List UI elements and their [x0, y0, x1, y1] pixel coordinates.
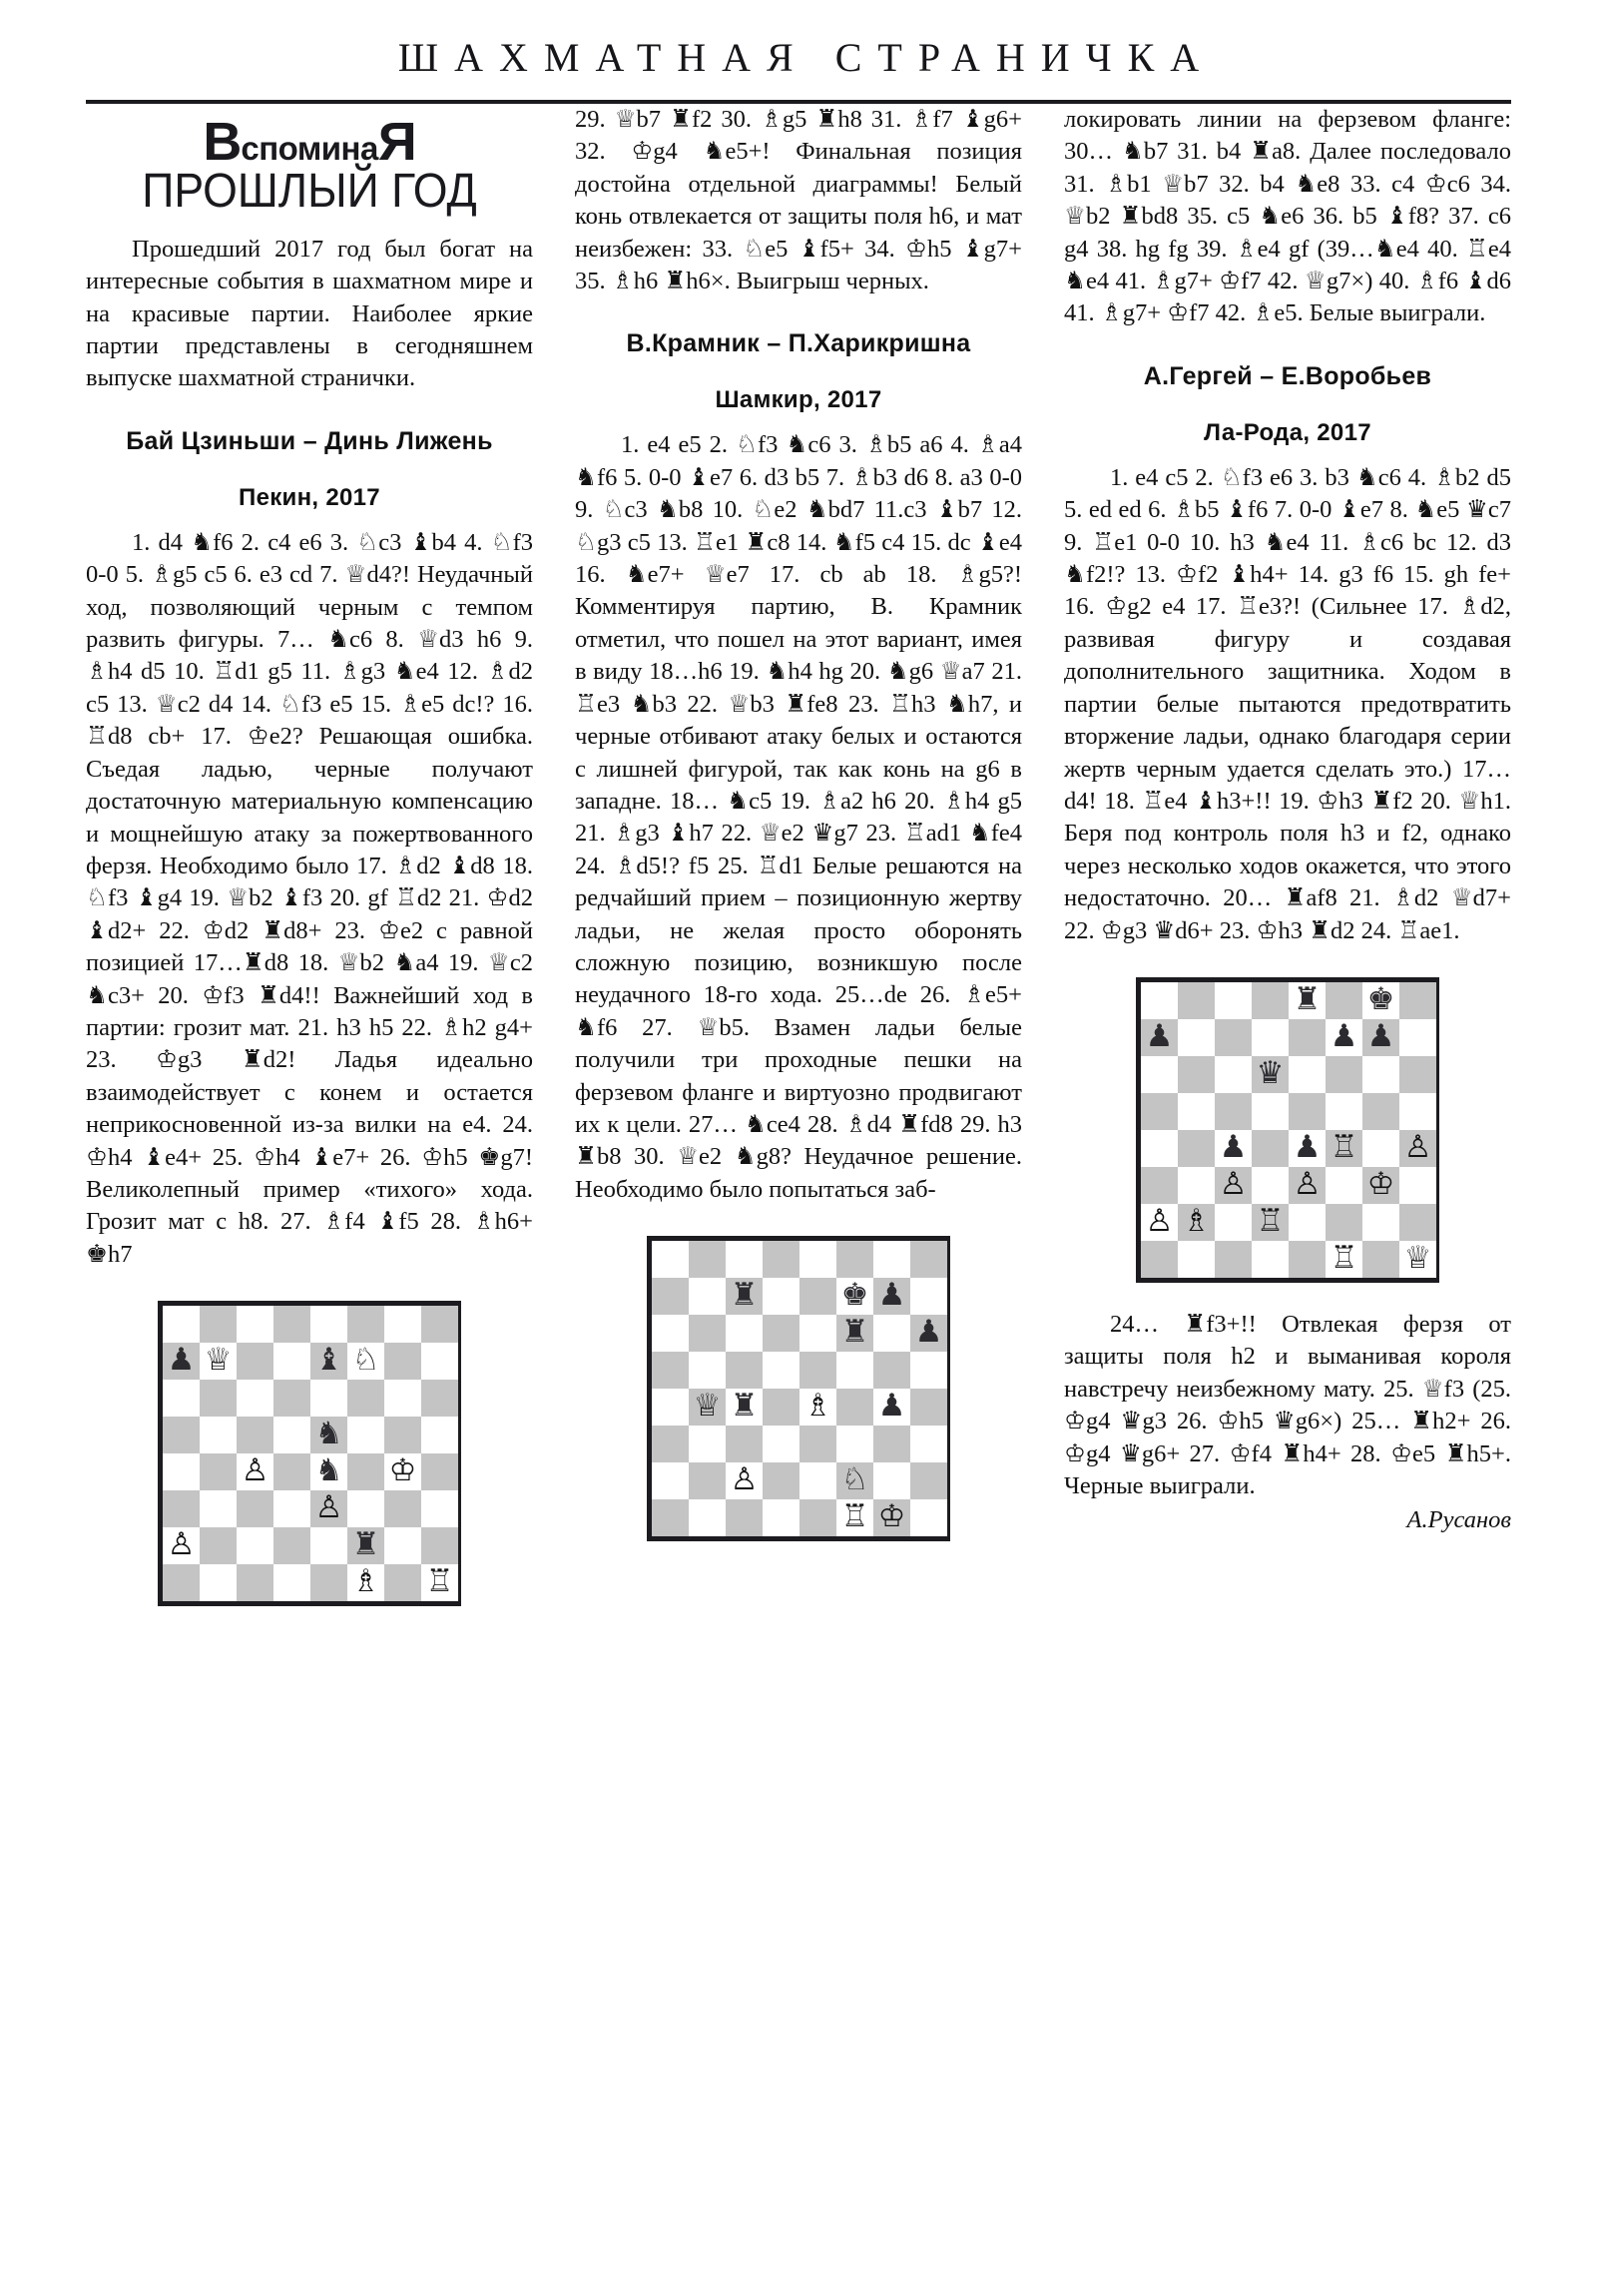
square-c8 — [726, 1241, 763, 1278]
square-b6 — [689, 1315, 726, 1352]
square-f1 — [1326, 1241, 1362, 1278]
square-h7 — [1399, 1019, 1436, 1056]
black-rook-icon: ♜ — [351, 1526, 380, 1563]
square-f4 — [836, 1389, 873, 1426]
square-f6 — [1326, 1056, 1362, 1093]
square-d1 — [273, 1564, 310, 1601]
square-a2 — [1141, 1204, 1178, 1241]
black-bishop-icon: ♝ — [314, 1342, 343, 1379]
square-g2 — [384, 1527, 421, 1564]
square-e2 — [1289, 1204, 1326, 1241]
white-pawn-icon: ♙ — [314, 1489, 343, 1526]
game-3-conclusion: 24… ♜f3+!! Отвлекая ферзя от защиты поля h2 и выманивая короля навстречу неизбежному мату. 25. ♕f3 (25. ♔g4 ♛g3 26. ♔h5 ♛g6×) 25… ♜h2+ 26. ♔g4 ♛g6+ 27. ♔f4 ♜h4+ 28. ♔e5 ♜h5+. Черные выиграли. — [1064, 1310, 1511, 1499]
square-d7 — [1252, 1019, 1289, 1056]
square-h5 — [910, 1352, 947, 1389]
game-2-event: Шамкир, 2017 — [715, 386, 882, 414]
square-g4 — [384, 1453, 421, 1490]
square-a8 — [1141, 982, 1178, 1019]
square-e8 — [310, 1306, 347, 1343]
square-g4 — [1362, 1130, 1399, 1167]
square-e1 — [1289, 1241, 1326, 1278]
square-b1 — [689, 1499, 726, 1536]
square-c2 — [1215, 1204, 1252, 1241]
square-h7 — [910, 1278, 947, 1315]
white-rook-icon: ♖ — [1256, 1202, 1285, 1239]
white-bishop-icon: ♗ — [1182, 1202, 1211, 1239]
game-3-moves: 1. e4 c5 2. ♘f3 e6 3. b3 ♞c6 4. ♗b2 d5 5. ed ed 6. ♗b5 ♝f6 7. 0-0 ♝e7 8. ♞e5 ♛c7 9. ♖e1 0-0 10. h3 ♞e4 11. ♗c6 bc 12. d3 ♞f2!? 13. ♔f2 ♝h4+ 14. g3 f6 15. gh fe+ 16. ♔g2 e4 17. ♖e3?! (Сильнее 17. ♗d2, развивая фигуру и создавая дополнительного защитника. Ходом в партии белые пытаются предотвратить вторжение ладьи, однако благодаря серии жертв черным удается сделать это.) 17… d4! 18. ♖e4 ♝h3+!! 19. ♔h3 ♜f2 20. ♕h1. Беря под контроль поля h3 и f2, однако через несколько ходов окажется, что этого недостаточно. 20… ♜af8 21. ♗d2 ♕d7+ 22. ♔g3 ♛d6+ 23. ♔h3 ♜d2 24. ♖ae1. — [1064, 463, 1511, 944]
square-a2 — [163, 1527, 200, 1564]
game-3-event: Ла-Рода, 2017 — [1204, 418, 1371, 446]
square-g2 — [873, 1462, 910, 1499]
square-b4 — [1178, 1130, 1215, 1167]
square-b5 — [200, 1417, 237, 1453]
square-g5 — [873, 1352, 910, 1389]
square-c4 — [237, 1453, 273, 1490]
black-knight-icon: ♞ — [314, 1416, 343, 1452]
square-d4 — [763, 1389, 799, 1426]
square-b8 — [200, 1306, 237, 1343]
square-e2 — [799, 1462, 836, 1499]
white-king-icon: ♔ — [877, 1498, 906, 1535]
square-c1 — [726, 1499, 763, 1536]
square-h2 — [1399, 1204, 1436, 1241]
black-pawn-icon: ♟ — [877, 1388, 906, 1425]
black-pawn-icon: ♟ — [1219, 1128, 1248, 1165]
square-f6 — [347, 1380, 384, 1417]
square-e6 — [799, 1315, 836, 1352]
square-g5 — [384, 1417, 421, 1453]
square-f2 — [836, 1462, 873, 1499]
square-b4 — [200, 1453, 237, 1490]
square-g3 — [384, 1490, 421, 1527]
square-a1 — [652, 1499, 689, 1536]
square-b8 — [689, 1241, 726, 1278]
square-d5 — [273, 1417, 310, 1453]
square-h6 — [910, 1315, 947, 1352]
black-pawn-icon: ♟ — [1366, 1017, 1395, 1054]
square-e8 — [1289, 982, 1326, 1019]
square-d3 — [1252, 1167, 1289, 1204]
square-b1 — [200, 1564, 237, 1601]
black-pawn-icon: ♟ — [1145, 1017, 1174, 1054]
square-c7 — [237, 1343, 273, 1380]
white-bishop-icon: ♗ — [803, 1388, 832, 1425]
square-c1 — [237, 1564, 273, 1601]
square-b7 — [689, 1278, 726, 1315]
square-h5 — [1399, 1093, 1436, 1130]
square-f2 — [1326, 1204, 1362, 1241]
square-e3 — [310, 1490, 347, 1527]
square-e3 — [1289, 1167, 1326, 1204]
black-pawn-icon: ♟ — [167, 1342, 196, 1379]
black-rook-icon: ♜ — [1293, 980, 1322, 1017]
white-knight-icon: ♘ — [840, 1461, 869, 1498]
white-pawn-icon: ♙ — [167, 1526, 196, 1563]
square-b7 — [200, 1343, 237, 1380]
square-d5 — [763, 1352, 799, 1389]
square-f7 — [836, 1278, 873, 1315]
square-h1 — [910, 1499, 947, 1536]
square-e7 — [310, 1343, 347, 1380]
square-f3 — [347, 1490, 384, 1527]
square-c7 — [726, 1278, 763, 1315]
white-queen-icon: ♕ — [204, 1342, 233, 1379]
black-king-icon: ♚ — [1366, 980, 1395, 1017]
square-h1 — [1399, 1241, 1436, 1278]
square-c8 — [1215, 982, 1252, 1019]
square-a2 — [652, 1462, 689, 1499]
square-g7 — [1362, 1019, 1399, 1056]
square-e4 — [310, 1453, 347, 1490]
intro-paragraph: Прошедший 2017 год был богат на интересные события в шахматном мире и на красивые партии. Наиболее яркие партии представлены в сегодняшнем выпуске шахматной странички. — [86, 235, 533, 392]
square-g5 — [1362, 1093, 1399, 1130]
white-king-icon: ♔ — [1366, 1165, 1395, 1202]
square-g6 — [873, 1315, 910, 1352]
square-g3 — [873, 1426, 910, 1462]
square-g2 — [1362, 1204, 1399, 1241]
square-e1 — [310, 1564, 347, 1601]
square-e7 — [1289, 1019, 1326, 1056]
black-rook-icon: ♜ — [730, 1277, 759, 1314]
diagram-3 — [1136, 977, 1439, 1283]
square-a3 — [1141, 1167, 1178, 1204]
square-f4 — [347, 1453, 384, 1490]
square-d2 — [1252, 1204, 1289, 1241]
square-g3 — [1362, 1167, 1399, 1204]
column-1 — [86, 104, 533, 1606]
square-c6 — [726, 1315, 763, 1352]
game-2-players: В.Крамник – П.Харикришна — [626, 329, 971, 358]
square-e2 — [310, 1527, 347, 1564]
square-g7 — [873, 1278, 910, 1315]
column-2 — [575, 104, 1022, 1606]
logo-line-2: ПРОШЛЫЙ ГОД — [142, 164, 477, 218]
logo-big-right: Я — [377, 112, 416, 172]
square-a6 — [163, 1380, 200, 1417]
square-a7 — [652, 1278, 689, 1315]
black-rook-icon: ♜ — [730, 1388, 759, 1425]
square-a3 — [652, 1426, 689, 1462]
column-3 — [1064, 104, 1511, 1606]
square-d1 — [1252, 1241, 1289, 1278]
square-a8 — [652, 1241, 689, 1278]
square-f8 — [1326, 982, 1362, 1019]
square-a8 — [163, 1306, 200, 1343]
game-1-moves: 1. d4 ♞f6 2. c4 e6 3. ♘c3 ♝b4 4. ♘f3 0-0 5. ♗g5 c5 6. e3 cd 7. ♕d4?! Неудачный ход, позволяющий черным с темпом развить фигуры. 7… ♞c6 8. ♕d3 h6 9. ♗h4 d5 10. ♖d1 g5 11. ♗g3 ♞e4 12. ♗d2 c5 13. ♕c2 d4 14. ♘f3 e5 15. ♗e5 dc!? 16. ♖d8 cb+ 17. ♔e2? Решающая ошибка. Съедая ладью, черные получают достаточную материальную компенсацию и мощнейшую атаку за пожертвованного ферзя. Необходимо было 17. ♗d2 ♝d8 18. ♘f3 ♝g4 19. ♕b2 ♝f3 20. gf ♖d2 21. ♔d2 ♝d2+ 22. ♔d2 ♜d8+ 23. ♔e2 с равной позицией 17…♜d8 18. ♕b2 ♞a4 19. ♕c2 ♞c3+ 20. ♔f3 ♜d4!! Важнейший ход в партии: грозит мат. 21. h3 h5 22. ♗h2 g4+ 23. ♔g3 ♜d2! Ладья идеально взаимодействует с конем и остается неприкосновенной из-за вилки на e4. 24. ♔h4 ♝e4+ 25. ♔h4 ♝e7+ 26. ♔h5 ♚g7! Великолепный пример «тихого» хода. Грозит мат с h8. 27. ♗f4 ♝f5 28. ♗h6+ ♚h7 — [86, 528, 533, 1268]
square-e3 — [799, 1426, 836, 1462]
square-c3 — [726, 1426, 763, 1462]
square-f1 — [347, 1564, 384, 1601]
square-c2 — [237, 1527, 273, 1564]
square-h3 — [910, 1426, 947, 1462]
square-e1 — [799, 1499, 836, 1536]
square-b5 — [1178, 1093, 1215, 1130]
square-b3 — [200, 1490, 237, 1527]
square-d1 — [763, 1499, 799, 1536]
white-rook-icon: ♖ — [840, 1498, 869, 1535]
square-d6 — [273, 1380, 310, 1417]
square-h6 — [1399, 1056, 1436, 1093]
square-h7 — [421, 1343, 458, 1380]
square-e5 — [1289, 1093, 1326, 1130]
article-logo — [86, 112, 533, 218]
square-e7 — [799, 1278, 836, 1315]
square-f5 — [1326, 1093, 1362, 1130]
square-c5 — [726, 1352, 763, 1389]
square-d7 — [273, 1343, 310, 1380]
white-pawn-icon: ♙ — [730, 1461, 759, 1498]
square-d4 — [273, 1453, 310, 1490]
square-c2 — [726, 1462, 763, 1499]
square-b8 — [1178, 982, 1215, 1019]
game-3-players: А.Гергей – Е.Воробьев — [1143, 361, 1432, 390]
square-f8 — [347, 1306, 384, 1343]
square-f1 — [836, 1499, 873, 1536]
game-2-moves: 1. e4 e5 2. ♘f3 ♞c6 3. ♗b5 a6 4. ♗a4 ♞f6 5. 0-0 ♝e7 6. d3 b5 7. ♗b3 d6 8. a3 0-0 9. ♘c3 ♞b8 10. ♘e2 ♞bd7 11.c3 ♝b7 12. ♘g3 c5 13. ♖e1 ♜c8 14. ♞f5 c4 15. dc ♝e4 16. ♞e7+ ♕e7 17. cb ab 18. ♗g5?! Комментируя партию, В. Крамник отметил, что пошел на этот вариант, имея в виду 18…h6 19. ♞h4 hg 20. ♞g6 ♕a7 21. ♖e3 ♞b3 22. ♕b3 ♜fe8 23. ♖h3 ♞h7, и черные отбивают атаку белых и остаются с лишней фигурой, так как конь на g6 в западне. 18… ♞c5 19. ♗a2 h6 20. ♗h4 g5 21. ♗g3 ♝h7 22. ♕e2 ♛g7 23. ♖ad1 ♞fe4 24. ♗d5!? f5 25. ♖d1 Белые решаются на редчайший прием – позиционную жертву ладьи, не желая просто оборонять сложную позицию, возникшую после неудачного 18-го хода. 25…de 26. ♗e5+ ♞f6 27. ♕b5. Взамен ладьи белые получили три проходные пешки на ферзевом фланге и виртуозно продвигают их к цели. 27… ♞ce4 28. ♗d4 ♜fd8 29. h3 ♜b8 30. ♕e2 ♞g8? Неудачное решение. Необходимо было попытаться заб- — [575, 431, 1022, 1203]
square-h6 — [421, 1380, 458, 1417]
square-a6 — [1141, 1056, 1178, 1093]
square-a5 — [652, 1352, 689, 1389]
page-masthead: ШАХМАТНАЯ СТРАНИЧКА — [397, 35, 1216, 80]
square-h3 — [1399, 1167, 1436, 1204]
white-pawn-icon: ♙ — [241, 1452, 269, 1489]
square-f3 — [1326, 1167, 1362, 1204]
diagram-2-board — [651, 1240, 946, 1537]
square-d8 — [273, 1306, 310, 1343]
game-1-players: Бай Цзиньши – Динь Лижень — [126, 426, 493, 455]
square-h8 — [910, 1241, 947, 1278]
square-g7 — [384, 1343, 421, 1380]
square-g8 — [384, 1306, 421, 1343]
square-h8 — [421, 1306, 458, 1343]
square-a4 — [163, 1453, 200, 1490]
white-king-icon: ♔ — [388, 1452, 417, 1489]
square-b2 — [200, 1527, 237, 1564]
square-f7 — [347, 1343, 384, 1380]
logo-big-left: В — [203, 112, 242, 172]
square-c6 — [1215, 1056, 1252, 1093]
square-b1 — [1178, 1241, 1215, 1278]
white-pawn-icon: ♙ — [1219, 1165, 1248, 1202]
square-b6 — [200, 1380, 237, 1417]
square-a4 — [652, 1389, 689, 1426]
square-f6 — [836, 1315, 873, 1352]
square-h2 — [910, 1462, 947, 1499]
black-queen-icon: ♛ — [1256, 1054, 1285, 1091]
black-pawn-icon: ♟ — [1293, 1128, 1322, 1165]
square-f7 — [1326, 1019, 1362, 1056]
square-c4 — [726, 1389, 763, 1426]
white-pawn-icon: ♙ — [1293, 1165, 1322, 1202]
white-bishop-icon: ♗ — [351, 1563, 380, 1600]
white-rook-icon: ♖ — [1330, 1239, 1358, 1276]
square-b6 — [1178, 1056, 1215, 1093]
square-h2 — [421, 1527, 458, 1564]
square-g6 — [384, 1380, 421, 1417]
square-d6 — [1252, 1056, 1289, 1093]
square-b3 — [1178, 1167, 1215, 1204]
square-b4 — [689, 1389, 726, 1426]
square-d2 — [763, 1462, 799, 1499]
square-h8 — [1399, 982, 1436, 1019]
author-signature: А.Русанов — [1406, 1506, 1511, 1534]
white-pawn-icon: ♙ — [1145, 1202, 1174, 1239]
square-d5 — [1252, 1093, 1289, 1130]
black-pawn-icon: ♟ — [914, 1314, 943, 1351]
black-pawn-icon: ♟ — [877, 1277, 906, 1314]
black-rook-icon: ♜ — [840, 1314, 869, 1351]
square-b2 — [1178, 1204, 1215, 1241]
square-g6 — [1362, 1056, 1399, 1093]
logo-line-1 — [86, 112, 533, 172]
square-f2 — [347, 1527, 384, 1564]
white-pawn-icon: ♙ — [1403, 1128, 1432, 1165]
square-e6 — [310, 1380, 347, 1417]
square-d8 — [763, 1241, 799, 1278]
square-a3 — [163, 1490, 200, 1527]
logo-small-mid: спомина — [241, 130, 378, 167]
square-c1 — [1215, 1241, 1252, 1278]
square-c3 — [237, 1490, 273, 1527]
square-e4 — [799, 1389, 836, 1426]
square-b7 — [1178, 1019, 1215, 1056]
black-king-icon: ♚ — [840, 1277, 869, 1314]
square-c8 — [237, 1306, 273, 1343]
square-c5 — [1215, 1093, 1252, 1130]
square-b2 — [689, 1462, 726, 1499]
square-a6 — [652, 1315, 689, 1352]
square-f3 — [836, 1426, 873, 1462]
diagram-2 — [647, 1236, 950, 1541]
white-rook-icon: ♖ — [1330, 1128, 1358, 1165]
square-c7 — [1215, 1019, 1252, 1056]
black-knight-icon: ♞ — [314, 1452, 343, 1489]
diagram-1 — [158, 1301, 461, 1606]
square-c4 — [1215, 1130, 1252, 1167]
square-h5 — [421, 1417, 458, 1453]
white-queen-icon: ♕ — [693, 1388, 722, 1425]
square-h4 — [421, 1453, 458, 1490]
square-a4 — [1141, 1130, 1178, 1167]
square-a5 — [163, 1417, 200, 1453]
square-d8 — [1252, 982, 1289, 1019]
square-h4 — [1399, 1130, 1436, 1167]
square-e5 — [799, 1352, 836, 1389]
square-d2 — [273, 1527, 310, 1564]
square-c6 — [237, 1380, 273, 1417]
game-1-moves-continued: 29. ♕b7 ♜f2 30. ♗g5 ♜h8 31. ♗f7 ♝g6+ 32. ♔g4 ♞e5+! Финальная позиция достойна отдельной диаграммы! Белый конь отвлекается от защиты поля h6, и мат неизбежен: 33. ♘e5 ♝f5+ 34. ♔h5 ♝g7+ 35. ♗h6 ♜h6×. Выигрыш черных. — [575, 106, 1022, 295]
square-a5 — [1141, 1093, 1178, 1130]
white-rook-icon: ♖ — [425, 1563, 454, 1600]
square-b5 — [689, 1352, 726, 1389]
square-e5 — [310, 1417, 347, 1453]
game-1-event: Пекин, 2017 — [239, 483, 380, 511]
square-g1 — [1362, 1241, 1399, 1278]
square-a7 — [163, 1343, 200, 1380]
square-d3 — [273, 1490, 310, 1527]
square-d6 — [763, 1315, 799, 1352]
square-e6 — [1289, 1056, 1326, 1093]
square-g1 — [873, 1499, 910, 1536]
square-a7 — [1141, 1019, 1178, 1056]
square-c5 — [237, 1417, 273, 1453]
square-g1 — [384, 1564, 421, 1601]
game-2-moves-continued: локировать линии на ферзевом фланге: 30… ♞b7 31. b4 ♜a8. Далее последовало 31. ♗b1 ♕b7 32. b4 ♞e8 33. c4 ♔c6 34. ♕b2 ♜bd8 35. c5 ♞e6 36. b5 ♝f8? 37. c6 g4 38. hg fg 39. ♗e4 gf (39…♞e4 40. ♖e4 ♞e4 41. ♗g7+ ♔f7 42. ♕g7×) 40. ♗f6 ♝d6 41. ♗g7+ ♔f7 42. ♗e5. Белые выиграли. — [1064, 106, 1511, 327]
square-a1 — [163, 1564, 200, 1601]
square-a1 — [1141, 1241, 1178, 1278]
square-f5 — [836, 1352, 873, 1389]
square-c3 — [1215, 1167, 1252, 1204]
three-column-layout — [86, 104, 1511, 1606]
square-h4 — [910, 1389, 947, 1426]
square-f4 — [1326, 1130, 1362, 1167]
square-d4 — [1252, 1130, 1289, 1167]
square-f8 — [836, 1241, 873, 1278]
black-pawn-icon: ♟ — [1330, 1017, 1358, 1054]
square-e4 — [1289, 1130, 1326, 1167]
square-h1 — [421, 1564, 458, 1601]
white-knight-icon: ♘ — [351, 1342, 380, 1379]
square-g8 — [1362, 982, 1399, 1019]
diagram-3-board — [1140, 981, 1435, 1279]
square-g8 — [873, 1241, 910, 1278]
diagram-1-board — [162, 1305, 457, 1602]
square-e8 — [799, 1241, 836, 1278]
square-h3 — [421, 1490, 458, 1527]
square-f5 — [347, 1417, 384, 1453]
square-g4 — [873, 1389, 910, 1426]
white-queen-icon: ♕ — [1403, 1239, 1432, 1276]
square-b3 — [689, 1426, 726, 1462]
square-d7 — [763, 1278, 799, 1315]
square-d3 — [763, 1426, 799, 1462]
